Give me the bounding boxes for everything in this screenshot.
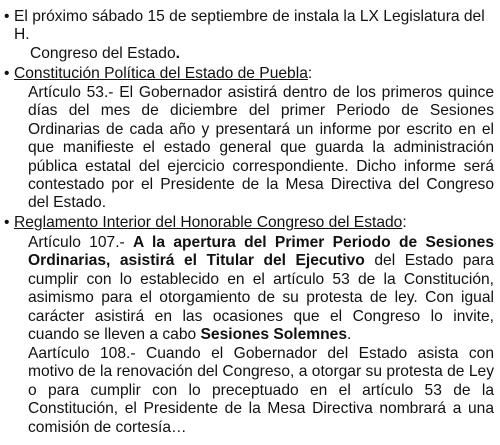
colon: :	[402, 214, 407, 231]
announcement-line-2-text: Congreso del Estado	[30, 44, 176, 62]
period: .	[175, 44, 180, 62]
article-107-label: Artículo 107.-	[28, 234, 134, 251]
sesiones-solemnes: Sesiones Solemnes	[200, 326, 348, 344]
constitution-heading-row	[4, 65, 496, 83]
bullet: •	[4, 214, 10, 231]
article-107-text	[28, 234, 494, 344]
article-108-text: Aartículo 108.- Cuando el Gobernador del Estado asista con motivo de la renovación del Congreso, a otorgar su protesta de Ley o para cumplir con lo preceptuado en el artículo 53 de la Constitución, el Presidente de la Mesa Directiva nombrará a una comisión de cortesía…	[28, 345, 494, 436]
reglamento-heading: Reglamento Interior del Honorable Congreso del Estado	[14, 214, 403, 231]
announcement-item	[4, 8, 496, 63]
constitution-heading: Constitución Política del Estado de Puebla	[14, 65, 308, 82]
reglamento-heading-wrap	[14, 214, 496, 232]
bullet: •	[4, 8, 10, 25]
article-53-text: Artículo 53.- El Gobernador asistirá dentro de los primeros quince días del mes de diciembre del primer Periodo de Sesiones Ordinarias de cada año y presentará un informe por escrito en el que manifieste el estado general que guarda la administración pública estatal del ejercicio correspondiente. Dicho informe será contestado por el Presidente de la Mesa Directiva del Congreso del Estado.	[28, 84, 494, 212]
period: .	[347, 326, 352, 344]
article-107-body: del Estado para cumplir con lo establecido en el artículo 53 de la Constitución, asimismo para el otorgamiento de su protesta de ley. Con igual carácter asistirá en las ocasiones que el Congreso lo invite, cuando se lleven a cabo	[28, 252, 494, 344]
announcement-line-1: El próximo sábado 15 de septiembre de instala la LX Legislatura del H.	[14, 8, 485, 44]
announcement-line-2	[14, 45, 496, 63]
reglamento-heading-row	[4, 214, 496, 232]
bullet: •	[4, 65, 10, 82]
article-107-bold: A la apertura del Primer Periodo de Sesiones Ordinarias, asistirá el Titular del Ejecutivo	[28, 234, 494, 270]
announcement-text	[14, 8, 496, 63]
colon: :	[307, 65, 313, 82]
constitution-heading-wrap	[14, 65, 496, 83]
